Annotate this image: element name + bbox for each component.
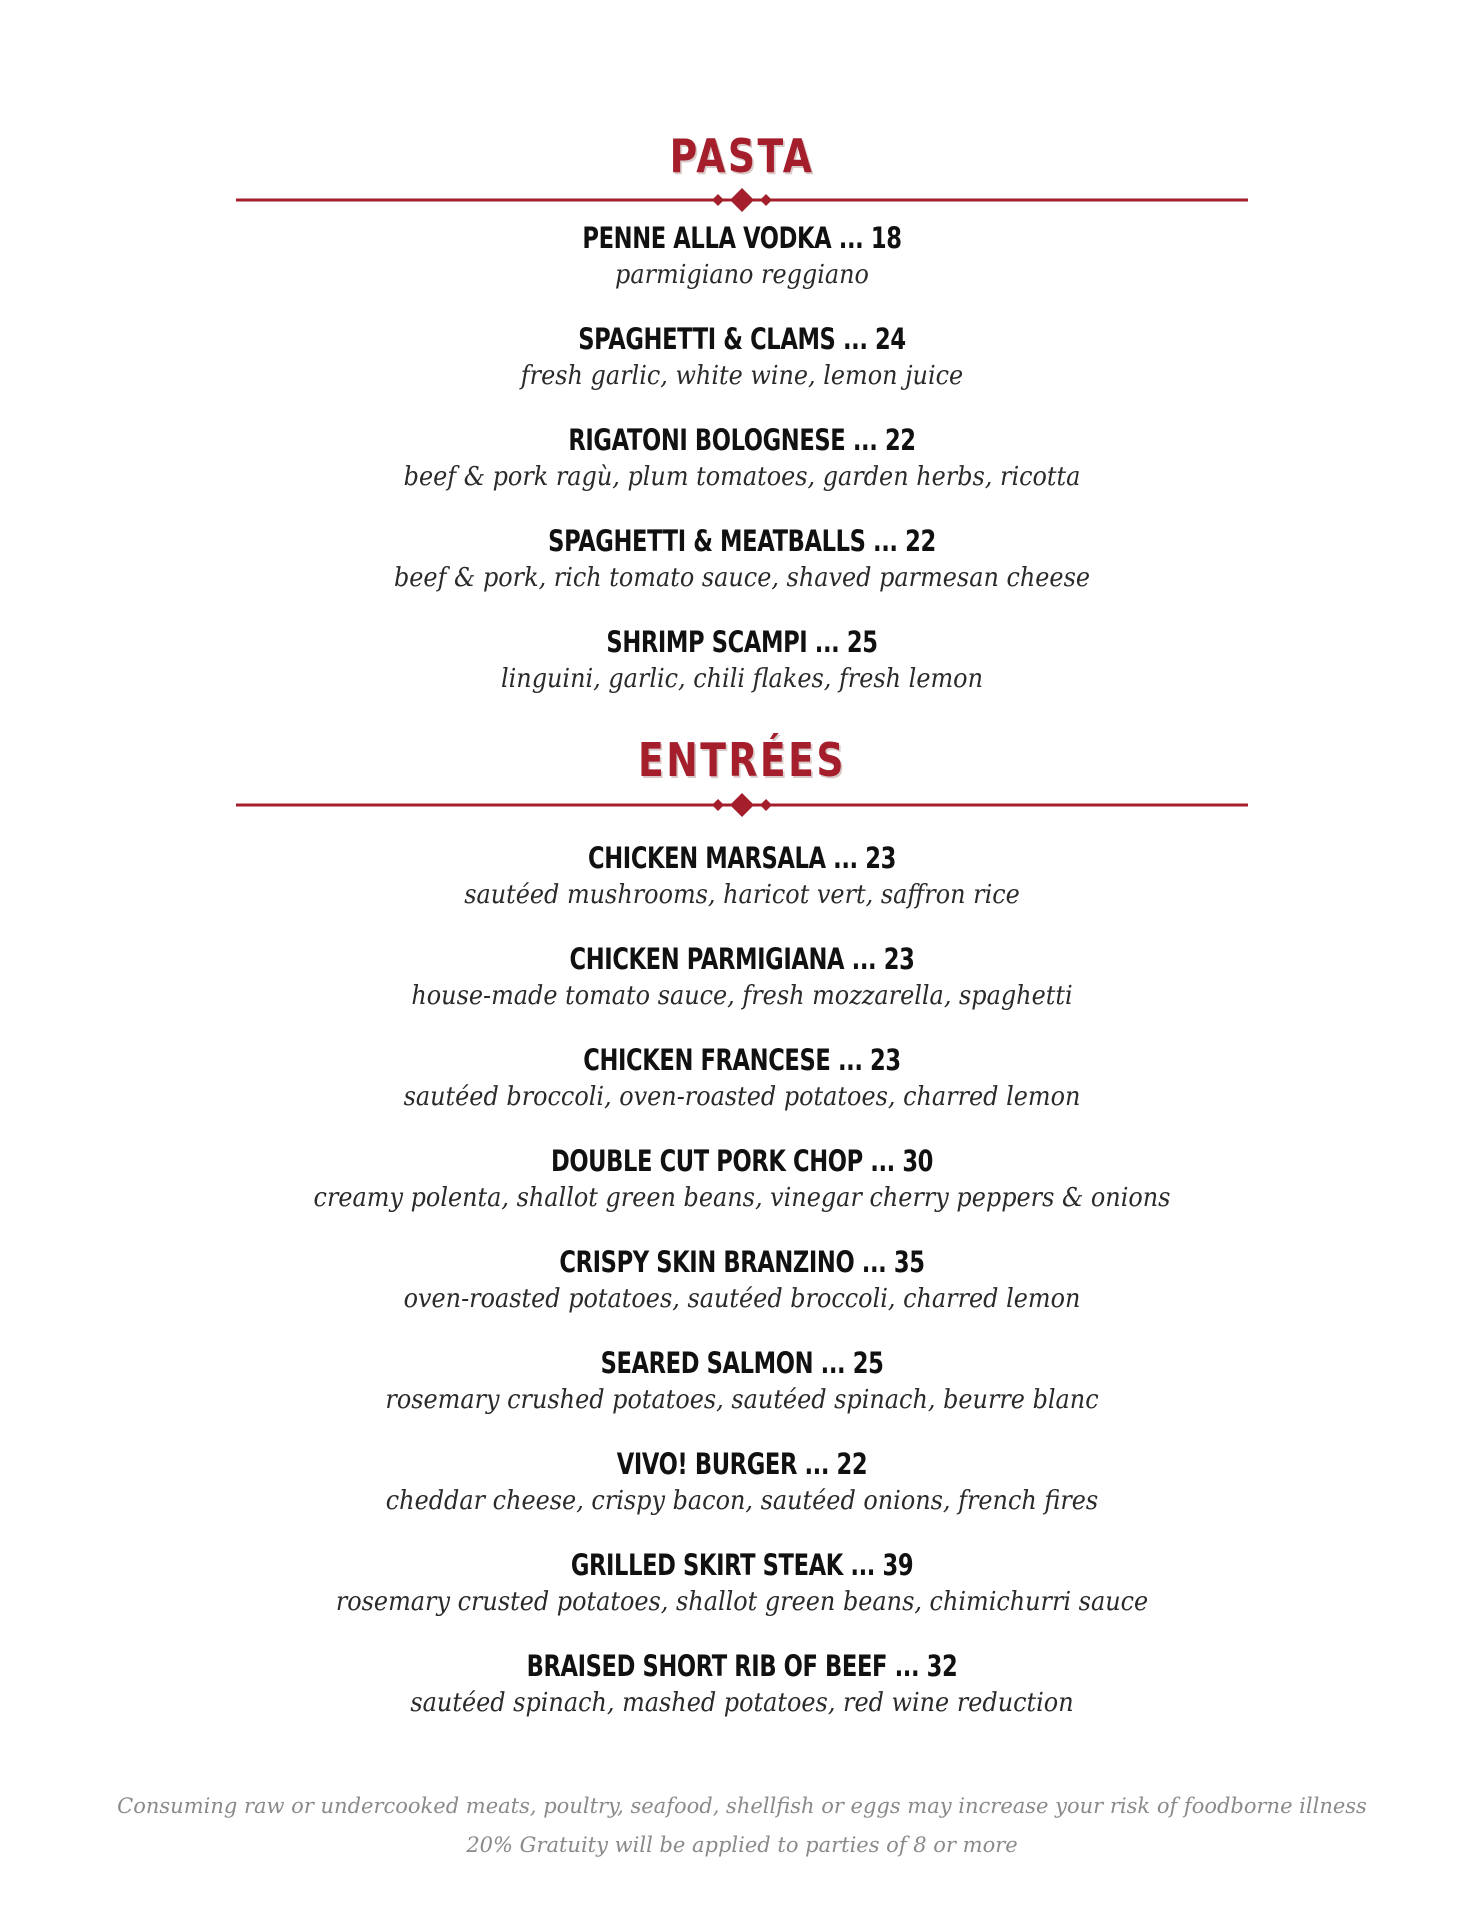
menu-item [0, 1143, 1484, 1217]
menu-item [0, 523, 1484, 597]
item-description: house-made tomato sauce, fresh mozzarella, spaghetti [411, 981, 1073, 1011]
section-divider-pasta [236, 188, 1248, 212]
item-name: SPAGHETTI & CLAMS ... 24 [578, 322, 906, 356]
footer-gratuity-notice: 20% Gratuity will be applied to parties of 8 or more [466, 1833, 1018, 1857]
item-description: cheddar cheese, crispy bacon, sautéed onions, french fires [385, 1486, 1099, 1516]
item-name: CHICKEN MARSALA ... 23 [588, 841, 896, 875]
menu-item [0, 422, 1484, 496]
menu-item [0, 1547, 1484, 1621]
menu-item [0, 220, 1484, 294]
menu-item [0, 1345, 1484, 1419]
item-description: sautéed spinach, mashed potatoes, red wine reduction [410, 1688, 1074, 1718]
item-name: BRAISED SHORT RIB OF BEEF ... 32 [526, 1649, 958, 1683]
menu-item [0, 1244, 1484, 1318]
menu-item [0, 321, 1484, 395]
item-description: sautéed broccoli, oven-roasted potatoes, charred lemon [403, 1082, 1081, 1112]
item-description: beef & pork, rich tomato sauce, shaved parmesan cheese [393, 563, 1091, 593]
menu-item [0, 1042, 1484, 1116]
item-name: GRILLED SKIRT STEAK ... 39 [570, 1548, 914, 1582]
item-description: parmigiano reggiano [615, 260, 869, 290]
footer-food-safety-notice: Consuming raw or undercooked meats, poultry, seafood, shellfish or eggs may increase your risk of foodborne illness [117, 1794, 1367, 1818]
item-description: oven-roasted potatoes, sautéed broccoli, charred lemon [403, 1284, 1081, 1314]
section-divider-entrees [236, 793, 1248, 817]
item-name: DOUBLE CUT PORK CHOP ... 30 [550, 1144, 934, 1178]
item-description: rosemary crushed potatoes, sautéed spinach, beurre blanc [385, 1385, 1099, 1415]
section-title-pasta: PASTA [669, 129, 815, 183]
item-description: sautéed mushrooms, haricot vert, saffron rice [464, 880, 1020, 910]
item-name: CRISPY SKIN BRANZINO ... 35 [559, 1245, 925, 1279]
item-description: rosemary crusted potatoes, shallot green beans, chimichurri sauce [335, 1587, 1149, 1617]
item-name: SEARED SALMON ... 25 [600, 1346, 884, 1380]
item-name: PENNE ALLA VODKA ... 18 [582, 221, 902, 255]
menu-item [0, 1446, 1484, 1520]
item-description: linguini, garlic, chili flakes, fresh lemon [501, 664, 983, 694]
item-name: SHRIMP SCAMPI ... 25 [606, 625, 878, 659]
menu-item [0, 941, 1484, 1015]
menu-item [0, 624, 1484, 698]
item-description: creamy polenta, shallot green beans, vinegar cherry peppers & onions [313, 1183, 1171, 1213]
item-description: beef & pork ragù, plum tomatoes, garden herbs, ricotta [403, 462, 1081, 492]
menu-item [0, 1648, 1484, 1722]
item-name: CHICKEN FRANCESE ... 23 [583, 1043, 901, 1077]
item-name: CHICKEN PARMIGIANA ... 23 [569, 942, 915, 976]
section-title-entrees: ENTRÉES [637, 733, 847, 787]
item-description: fresh garlic, white wine, lemon juice [520, 361, 964, 391]
item-name: SPAGHETTI & MEATBALLS ... 22 [548, 524, 936, 558]
item-name: RIGATONI BOLOGNESE ... 22 [568, 423, 916, 457]
item-name: VIVO! BURGER ... 22 [616, 1447, 868, 1481]
menu-item [0, 840, 1484, 914]
